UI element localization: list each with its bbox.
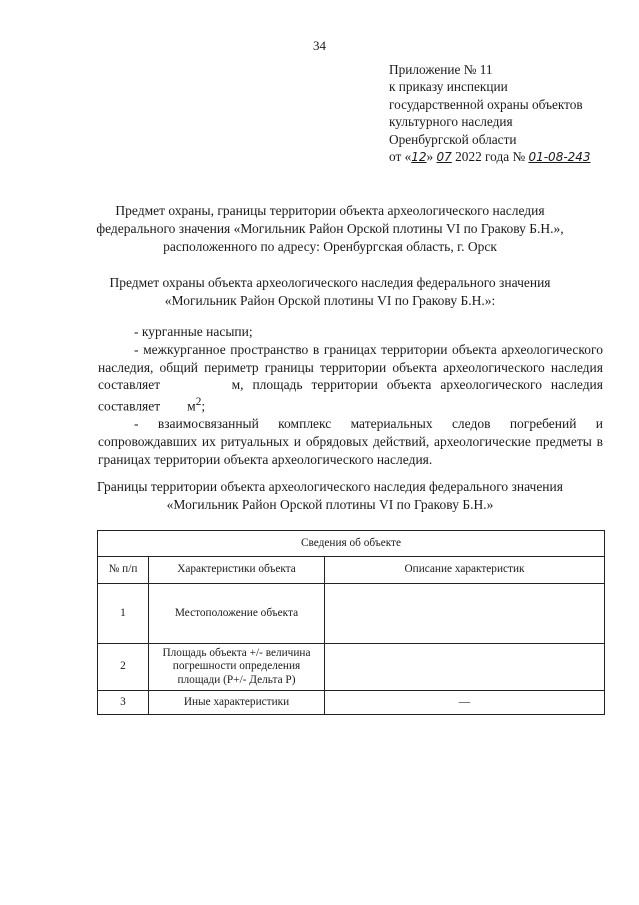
date-mid: » bbox=[426, 149, 434, 165]
protection-item: - взаимосвязанный комплекс материальных следов погребений и сопровождавших их ритуальных и обрядовых действий, археологические предметы в границах территории объекта археологического наследия. bbox=[98, 416, 603, 468]
protection-item: - курганные насыпи; bbox=[134, 324, 253, 339]
date-prefix: от « bbox=[389, 149, 412, 165]
date-day: 12 bbox=[411, 150, 427, 165]
appendix-line: государственной охраны объектов bbox=[389, 96, 583, 112]
page-number: 34 bbox=[313, 38, 326, 53]
appendix-line: Оренбургской области bbox=[389, 131, 517, 147]
row-number: 3 bbox=[98, 691, 149, 715]
item-text: - межкурганное пространство в границах территории объекта археологического наследия, общий периметр границы территории объекта археологического наследия составляет bbox=[98, 341, 603, 393]
row-characteristic: Площадь объекта +/- величина погрешности определения площади (Р+/- Дельта Р) bbox=[149, 644, 325, 691]
table-row bbox=[98, 644, 605, 691]
header-number: № п/п bbox=[98, 557, 149, 584]
table-header-row bbox=[98, 557, 605, 584]
row-characteristic: Иные характеристики bbox=[149, 691, 325, 715]
appendix-line: культурного наследия bbox=[389, 114, 513, 130]
object-info-table bbox=[97, 530, 605, 715]
header-description: Описание характеристик bbox=[325, 557, 605, 584]
table-caption: Сведения об объекте bbox=[98, 531, 605, 557]
table-row bbox=[98, 691, 605, 715]
order-number: 01-08-243 bbox=[528, 150, 591, 165]
protection-subject-heading: Предмет охраны объекта археологического наследия федерального значения «Могильник Район Орской плотины VI по Гракову Б.Н.»: bbox=[109, 275, 551, 308]
table-caption-row bbox=[98, 531, 605, 557]
protection-item bbox=[98, 341, 603, 416]
borders-heading: Границы территории объекта археологического наследия федерального значения «Могильник Район Орской плотины VI по Гракову Б.Н.» bbox=[97, 479, 563, 512]
appendix-line: к приказу инспекции bbox=[389, 79, 508, 95]
appendix-date-line bbox=[389, 148, 629, 166]
protection-list bbox=[98, 323, 603, 469]
row-number: 2 bbox=[98, 644, 149, 691]
item-text: м, площадь территории объекта археологического наследия составляет bbox=[98, 377, 603, 414]
header-characteristic: Характеристики объекта bbox=[149, 557, 325, 584]
row-description bbox=[325, 584, 605, 644]
date-year: 2022 года № bbox=[455, 149, 526, 165]
item-text: м bbox=[187, 398, 196, 414]
row-description bbox=[325, 644, 605, 691]
row-number: 1 bbox=[98, 584, 149, 644]
item-text: ; bbox=[201, 398, 206, 414]
appendix-line: Приложение № 11 bbox=[389, 62, 493, 77]
row-description: — bbox=[325, 691, 605, 715]
table-row bbox=[98, 584, 605, 644]
superscript: 2 bbox=[195, 396, 202, 409]
appendix-header bbox=[389, 61, 629, 166]
row-characteristic: Местоположение объекта bbox=[149, 584, 325, 644]
date-month: 07 bbox=[436, 150, 452, 165]
document-title: Предмет охраны, границы территории объекта археологического наследия федерального значения «Могильник Район Орской плотины VI по Гракову Б.Н.», расположенного по адресу: Оренбургская область, г. Орск bbox=[96, 203, 564, 254]
